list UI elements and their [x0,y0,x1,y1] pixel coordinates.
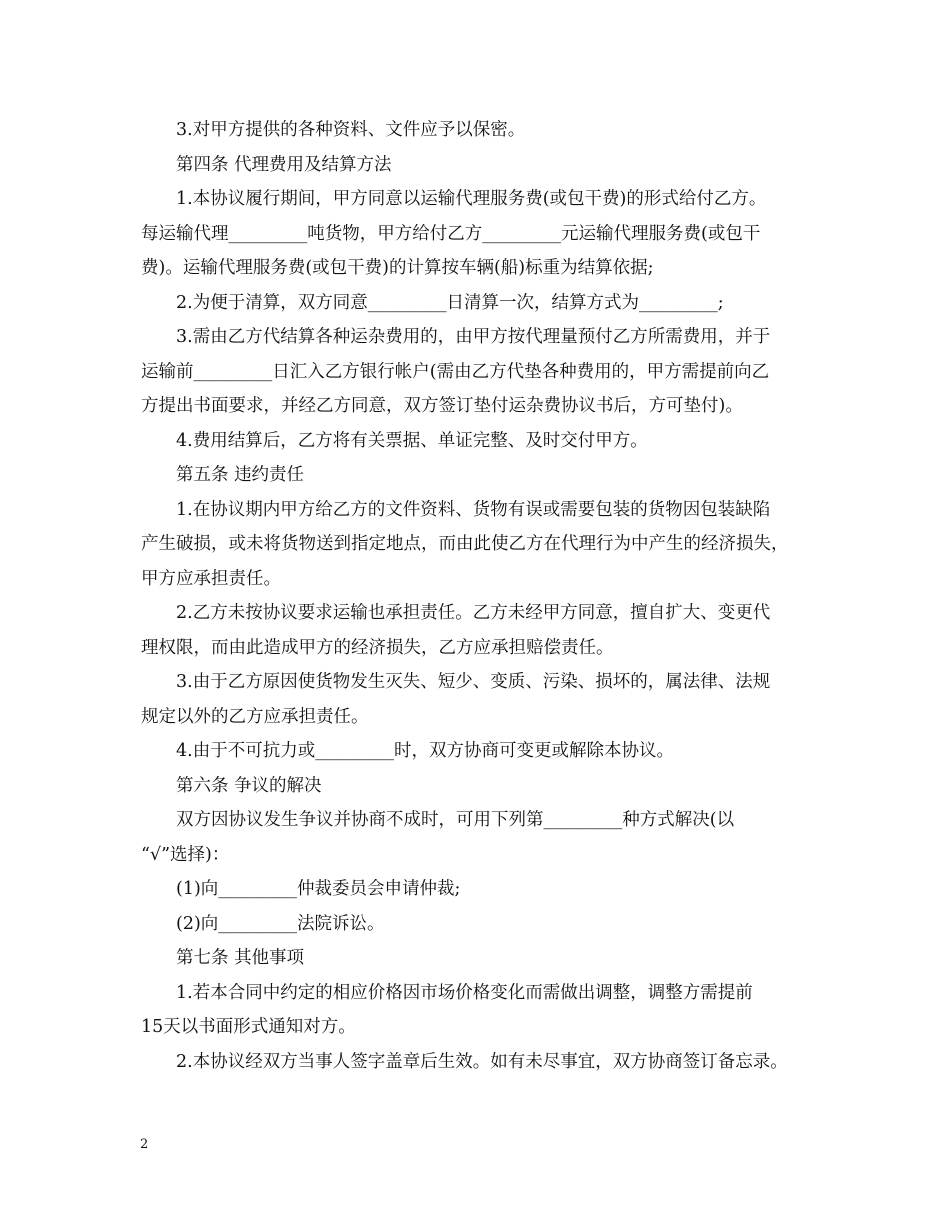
clause-paragraph: 3.由于乙方原因使货物发生灭失、短少、变质、污染、损坏的，属法律、法规 [176,672,771,692]
clause-paragraph-continuation: 理权限，而由此造成甲方的经济损失，乙方应承担赔偿责任。 [141,637,614,658]
document-body [141,113,831,1079]
clause-paragraph-continuation: “√”选择)： [141,844,230,865]
clause-paragraph: 4.费用结算后，乙方将有关票据、单证完整、及时交付甲方。 [176,430,648,451]
clause-paragraph-continuation: 15天以书面形式通知对方。 [141,1017,356,1037]
article-heading: 第六条 争议的解决 [176,775,322,796]
clause-paragraph: 2.乙方未按协议要求运输也承担责任。乙方未经甲方同意，擅自扩大、变更代 [176,603,771,623]
clause-paragraph: 3.需由乙方代结算各种运杂费用的，由甲方按代理量预付乙方所需费用，并于 [176,327,771,347]
clause-paragraph: 双方因协议发生争议并协商不成时，可用下列第_________种方式解决(以 [176,810,735,830]
clause-paragraph-continuation: 费)。运输代理服务费(或包干费)的计算按车辆(船)标重为结算依据; [141,258,654,278]
clause-paragraph: 4.由于不可抗力或_________时，双方协商可变更或解除本协议。 [176,741,674,761]
clause-paragraph: 1.在协议期内甲方给乙方的文件资料、货物有误或需要包装的货物因包装缺陷 [176,499,771,520]
clause-paragraph-continuation: 产生破损，或未将货物送到指定地点，而由此使乙方在代理行为中产生的经济损失， [141,534,789,554]
page-number: 2 [140,1137,149,1152]
option-item: (2)向_________法院诉讼。 [176,913,385,934]
clause-paragraph: 2.为便于清算，双方同意_________日清算一次，结算方式为_________; [176,292,724,313]
article-heading: 第七条 其他事项 [176,948,305,968]
clause-paragraph-continuation: 运输前_________日汇入乙方银行帐户(需由乙方代垫各种费用的，甲方需提前向乙 [141,361,770,382]
clause-paragraph-continuation: 规定以外的乙方应承担责任。 [141,706,369,727]
clause-paragraph-continuation: 方提出书面要求，并经乙方同意，双方签订垫付运杂费协议书后，方可垫付)。 [141,396,743,416]
clause-paragraph: 3.对甲方提供的各种资料、文件应予以保密。 [176,120,526,140]
clause-paragraph-continuation: 甲方应承担责任。 [141,568,281,589]
clause-paragraph: 1.若本合同中约定的相应价格因市场价格变化而需做出调整，调整方需提前 [176,982,753,1003]
article-heading: 第四条 代理费用及结算方法 [176,154,392,175]
clause-paragraph-continuation: 每运输代理_________吨货物，甲方给付乙方_________元运输代理服务费(或包干 [141,223,761,244]
clause-paragraph: 1.本协议履行期间，甲方同意以运输代理服务费(或包干费)的形式给付乙方。 [176,189,767,209]
article-heading: 第五条 违约责任 [176,465,305,485]
option-item: (1)向_________仲裁委员会申请仲裁; [176,879,461,899]
clause-paragraph: 2.本协议经双方当事人签字盖章后生效。如有未尽事宜，双方协商签订备忘录。 [176,1051,788,1072]
